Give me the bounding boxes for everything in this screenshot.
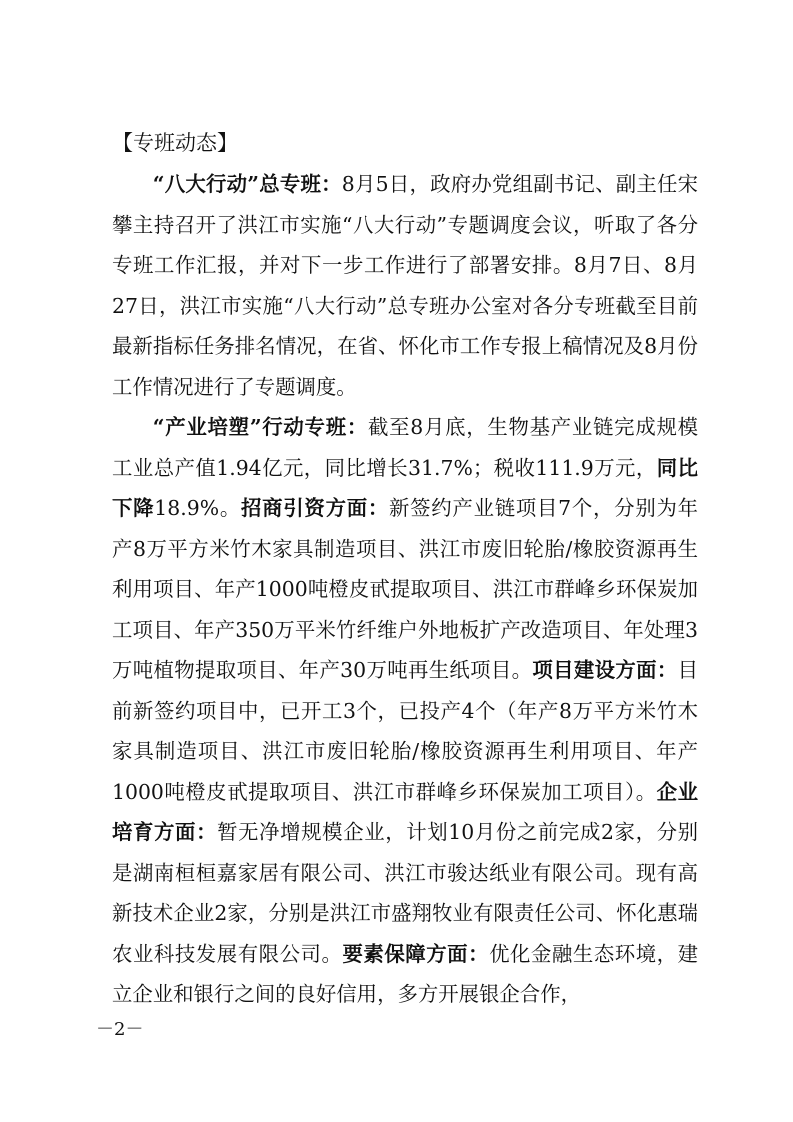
run-label-investment: 招商引资方面：: [240, 496, 389, 520]
section-heading: 【专班动态】: [112, 131, 238, 155]
body-text: [112, 164, 698, 1015]
run-label-enterprise-cultivation: 企业培育方面：: [112, 779, 698, 844]
run-label-general-task-force: “八大行动”总专班：: [152, 172, 342, 196]
run-bold-decline: 同比下降: [112, 455, 698, 520]
run-text: 截至8月底，生物基产业链完成规模工业总产值1.94亿元，同比增长31.7%；税收111.9万元，: [112, 415, 698, 480]
run-label-project-construction: 项目建设方面：: [532, 658, 678, 682]
run-text: 新签约产业链项目7个，分别为年产8万平方米竹木家具制造项目、洪江市废旧轮胎/橡胶资源再生利用项目、年产1000吨橙皮甙提取项目、洪江市群峰乡环保炭加工项目、年产350万平米竹纤维户外地板扩产改造项目、年处理3万吨植物提取项目、年产30万吨再生纸项目。: [112, 496, 699, 682]
run-text: 优化金融生态环境，建立企业和银行之间的良好信用，多方开展银企合作，: [112, 941, 699, 1006]
paragraph-industry-task-force: [112, 407, 698, 1015]
run-text: 8月5日，政府办党组副书记、副主任宋攀主持召开了洪江市实施“八大行动”专题调度会议，听取了各分专班工作汇报，并对下一步工作进行了部署安排。8月7日、8月27日，洪江市实施“八大行动”总专班办公室对各分专班截至目前最新指标任务排名情况，在省、怀化市工作专报上稿情况及8月份工作情况进行了专题调度。: [112, 172, 698, 399]
run-text: 目前新签约项目中，已开工3个，已投产4个（年产8万平方米竹木家具制造项目、洪江市废旧轮胎/橡胶资源再生利用项目、年产1000吨橙皮甙提取项目、洪江市群峰乡环保炭加工项目）。: [112, 658, 698, 804]
page-number: －2－: [96, 1019, 144, 1040]
run-label-factor-guarantee: 要素保障方面：: [342, 941, 490, 966]
run-text: 18.9%。: [154, 496, 241, 520]
run-label-industry-task-force: “产业培塑”行动专班：: [152, 415, 368, 439]
run-text: 暂无净增规模企业，计划10月份之前完成2家，分别是湖南桓桓嘉家居有限公司、洪江市骏达纸业有限公司。现有高新技术企业2家，分别是洪江市盛翔牧业有限责任公司、怀化惠瑞农业科技发展有限公司。: [112, 820, 699, 966]
paragraph-general-task-force: [112, 164, 698, 407]
